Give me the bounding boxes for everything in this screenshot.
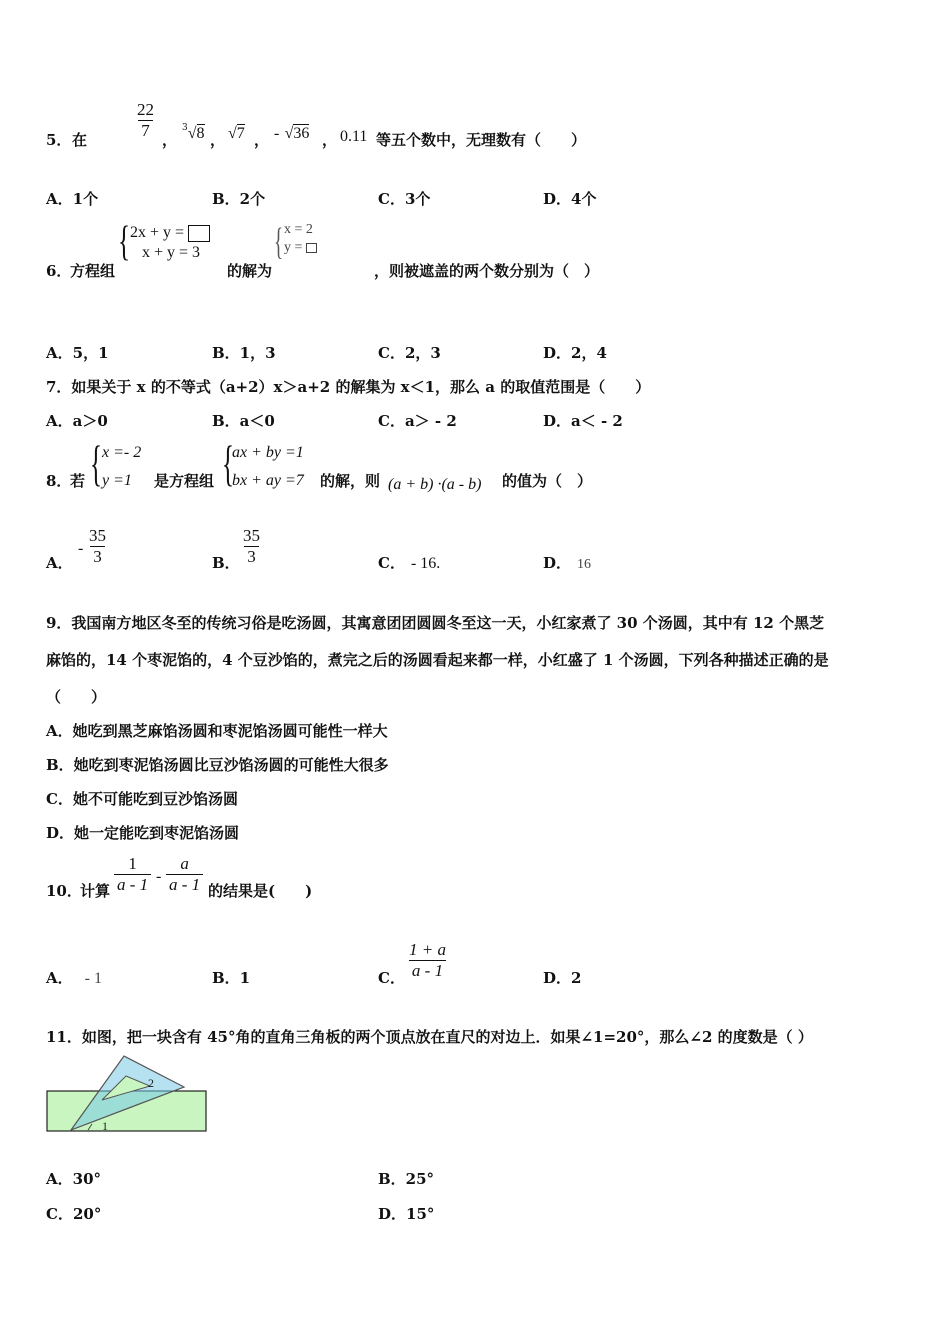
option-d: D．2，4 — [543, 344, 607, 362]
cube-root-8: $^3$√8 — [182, 123, 205, 142]
question-8: 8． 若 { x =- 2 y =1 是方程组 { ax + by =1 bx + ay =7 的解，则 (a + b) ·(a - b) 的值为（ ） — [46, 435, 593, 493]
option-a: A．她吃到黑芝麻馅汤圆和枣泥馅汤圆可能性一样大 — [46, 722, 388, 740]
neg-sqrt-36: - √36 — [274, 125, 310, 142]
question-9-line-1: 9．我国南方地区冬至的传统习俗是吃汤圆，其寓意团团圆圆冬至这一天，小红家煮了 30 个汤圆，其中有 12 个黑芝 — [46, 614, 825, 632]
equation-1: ax + by =1 — [232, 444, 304, 461]
question-7: 7．如果关于 x 的不等式（a+2）x＞a+2 的解集为 x＜1，那么 a 的取值范围是（ ） — [46, 378, 651, 396]
fraction-2: $\frac{a}{a - 1}$ — [166, 854, 203, 895]
option-d: D．2 — [543, 969, 582, 987]
solution-brace: { — [90, 435, 102, 491]
question-number: 5． — [46, 131, 72, 149]
option-b: B．她吃到枣泥馅汤圆比豆沙馅汤圆的可能性大很多 — [46, 756, 389, 774]
question-10: 10． 计算 $\frac{1}{a - 1}$ - $\frac{a}{a - 1}$ 的结果是( ) — [46, 854, 313, 900]
option-b: B．2个 — [212, 190, 266, 208]
option-a: A．30° — [46, 1170, 102, 1188]
option-b: B．1 — [212, 969, 251, 987]
option-d: D． 16 — [543, 554, 592, 572]
option-d: D．15° — [378, 1205, 435, 1223]
ruler-triangle-figure — [44, 1050, 214, 1140]
option-a: A．a＞0 — [46, 412, 108, 430]
option-b: B．a＜0 — [212, 412, 275, 430]
question-11: 11．如图，把一块含有 45°角的直角三角板的两个顶点放在直尺的对边上．如果∠1=20°，那么∠2 的度数是（ ） — [46, 1028, 813, 1046]
solution-2: y = — [284, 240, 317, 256]
angle-1-label: 1 — [102, 1119, 108, 1133]
option-b: B．25° — [378, 1170, 435, 1188]
equation-system-brace: { — [118, 219, 131, 265]
option-a: A． - 1 — [46, 969, 102, 987]
system-brace: { — [222, 435, 234, 491]
equation-1: 2x + y = — [130, 224, 210, 242]
option-c: C． - 16. — [378, 554, 441, 572]
equation-2: bx + ay =7 — [232, 472, 304, 489]
option-a: A．5，1 — [46, 344, 109, 362]
solution-brace: { — [274, 221, 284, 263]
equation-2: x + y = 3 — [142, 244, 201, 261]
option-b: B．1，3 — [212, 344, 276, 362]
question-prefix: 在 — [72, 131, 88, 149]
option-d: D．她一定能吃到枣泥馅汤圆 — [46, 824, 240, 842]
option-c: C．2，3 — [378, 344, 441, 362]
expression: (a + b) ·(a - b) — [388, 476, 482, 493]
fraction-22-7: $\frac{22}{7}$ — [137, 100, 154, 140]
option-a: A．1个 — [46, 190, 99, 208]
covered-box — [188, 225, 210, 242]
option-d: D．a＜ - 2 — [543, 412, 623, 430]
fraction-1: $\frac{1}{a - 1}$ — [114, 854, 151, 895]
sqrt-7: √7 — [228, 125, 245, 142]
option-c: C．20° — [46, 1205, 102, 1223]
question-9-line-3: （ ） — [46, 688, 107, 706]
angle-2-label: 2 — [148, 1076, 154, 1090]
question-6: 6． 方程组 { 2x + y = x + y = 3 的解为 { x = 2 y = ，则被遮盖的两个数分别为（ ） — [46, 219, 600, 280]
option-c: C．3个 — [378, 190, 431, 208]
solution-y: y =1 — [102, 472, 132, 489]
option-c: C．a＞ - 2 — [378, 412, 457, 430]
question-9-line-2: 麻馅的，14 个枣泥馅的，4 个豆沙馅的，煮完之后的汤圆看起来都一样，小红盛了 1 个汤圆，下列各种描述正确的是 — [46, 651, 829, 669]
option-d: D．4个 — [543, 190, 597, 208]
solution-1: x = 2 — [284, 222, 313, 237]
solution-x: x =- 2 — [102, 444, 142, 461]
covered-box-small — [306, 243, 317, 253]
repeating-decimal: 0.11 — [340, 128, 368, 145]
option-c: C．她不可能吃到豆沙馅汤圆 — [46, 790, 238, 808]
